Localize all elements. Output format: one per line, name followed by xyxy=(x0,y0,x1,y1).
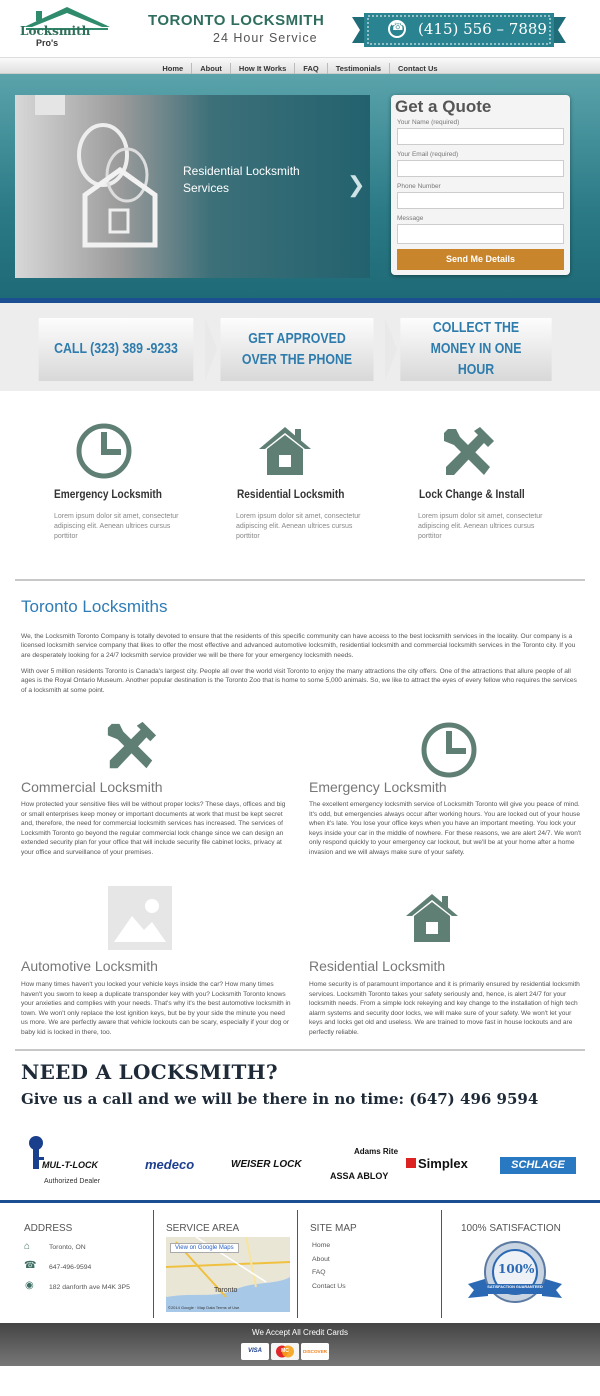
feature-text: Lorem ipsum dolor sit amet, consectetur adipiscing elit. Aenean ultrices cursus porttitor xyxy=(418,513,543,540)
sitemap-contact-link[interactable]: Contact Us xyxy=(312,1283,346,1290)
footer-col-divider xyxy=(153,1210,154,1318)
mastercard-label: MC xyxy=(281,1348,289,1354)
divider xyxy=(15,1049,585,1051)
sitemap-faq-link[interactable]: FAQ xyxy=(312,1269,326,1276)
site-subtitle: 24 Hour Service xyxy=(213,31,318,45)
view-google-maps-link[interactable]: View on Google Maps xyxy=(170,1243,239,1253)
logo-line1: Locksmith xyxy=(20,24,91,38)
feature-title: Residential Locksmith xyxy=(237,489,345,501)
step-call xyxy=(39,318,194,381)
discover-card-icon: DISCOVER xyxy=(301,1343,329,1360)
feature-text: Lorem ipsum dolor sit amet, consectetur adipiscing elit. Aenean ultrices cursus porttitor xyxy=(236,513,361,540)
send-details-button[interactable]: Send Me Details xyxy=(397,249,564,270)
step-approved-text: GET APPROVED OVER THE PHONE xyxy=(241,330,353,368)
main-nav xyxy=(0,57,600,74)
nav-about[interactable]: About xyxy=(191,63,230,74)
image-placeholder-icon xyxy=(108,886,172,950)
slider-next-icon[interactable]: ❯ xyxy=(347,172,366,197)
brand-schlage: SCHLAGE xyxy=(500,1157,576,1174)
feature-title: Emergency Locksmith xyxy=(54,489,162,501)
credit-cards-text: We Accept All Credit Cards xyxy=(252,1328,348,1337)
phone-icon xyxy=(388,20,406,38)
sitemap-home-link[interactable]: Home xyxy=(312,1242,331,1249)
phone-icon: ☎ xyxy=(24,1260,37,1271)
footer-street: 182 danforth ave M4K 3P5 xyxy=(49,1284,130,1291)
email-input[interactable] xyxy=(397,160,564,177)
slider-caption: Residential Locksmith Services xyxy=(183,164,300,195)
brand-mul-t-lock-sub: Authorized Dealer xyxy=(44,1178,101,1185)
step-collect xyxy=(400,318,551,381)
brand-simplex: Simplex xyxy=(418,1156,468,1171)
cta-subtitle: Give us a call and we will be there in no time: (647) 496 9594 xyxy=(21,1090,539,1108)
footer-city: Toronto, ON xyxy=(49,1244,86,1251)
tools-icon xyxy=(104,720,158,774)
message-label: Message xyxy=(397,215,424,222)
quote-form xyxy=(391,95,570,275)
footer-service-head: SERVICE AREA xyxy=(166,1223,240,1234)
divider xyxy=(15,579,585,581)
about-paragraph: We, the Locksmith Toronto Company is totally devoted to ensure that the residents of this specific community can have access to the best locksmith services in the locality. Our company is a licensed locksmith service company that likes to offer the most effective and advanced automotive locksmith, residential locksmith and commercial locksmith services in the Toronto city. If you are desperately looking for a 24/7 locksmith service provider we will be there for your emergency locksmith needs. xyxy=(21,633,576,659)
simplex-logo-icon xyxy=(406,1158,416,1168)
sitemap-about-link[interactable]: About xyxy=(312,1256,330,1263)
nav-testimonials[interactable]: Testimonials xyxy=(327,63,389,74)
phone-input[interactable] xyxy=(397,192,564,209)
service-title: Commercial Locksmith xyxy=(21,779,163,795)
map-credit: ©2014 Google · Map Data Terms of Use xyxy=(168,1305,240,1310)
clock-icon xyxy=(76,423,132,479)
step-arrow-icon xyxy=(205,318,217,381)
footer-satisfaction-head: 100% SATISFACTION xyxy=(461,1223,561,1234)
nav-contact[interactable]: Contact Us xyxy=(389,63,446,74)
nav-how-it-works[interactable]: How It Works xyxy=(230,63,294,74)
footer-col-divider xyxy=(297,1210,298,1318)
tools-icon xyxy=(440,425,496,481)
step-approved xyxy=(221,318,374,381)
service-text: Home security is of paramount importance and it is primarily ensured by residential locksmith services. Locksmith Toronto takes your safety seriously and, hence, is alert 24/7 for your locksmith needs. From a simple lock rekeying and key change to the installation of high tech alarm systems and security door locks, we will make sure of your safety. We won't let your keys and locks get old and useless. We are trained to move fast in house lockouts and are perfectly reliable. xyxy=(309,981,580,1036)
footer-phone[interactable]: 647-496-9594 xyxy=(49,1264,92,1271)
header xyxy=(0,0,600,57)
map-city-label: Toronto xyxy=(214,1287,238,1294)
service-text: The excellent emergency locksmith service of Locksmith Toronto will give you peace of mind. It's odd, but emergencies always occur after working hours. You are locked out of your house when it's late. You lose your office keys when you have an important meeting. You lock your keys inside your car in the middle of nowhere. For these reasons, we are alert 24/7. We won't only respond quickly to your emergency car lockout, but we'll be at your home after a home invasion and we will always make sure of your safety. xyxy=(309,801,581,856)
footer-address-head: ADDRESS xyxy=(24,1223,73,1234)
badge-number: 100% xyxy=(498,1262,535,1276)
service-text: How protected your sensitive files will be without proper locks? These days, offices and big or small enterprises keep money or important documents at work that must be kept secret and, therefore, the need for commercial locksmith services has increased. The services of Locksmith Toronto go beyond the regular commercial lock change since we can design an extended security plan for your office that will include security file cabinet locks, privacy at your office and surveillance of your premises. xyxy=(21,801,286,856)
home-icon: ⌂ xyxy=(24,1241,31,1252)
service-title: Automotive Locksmith xyxy=(21,958,158,974)
email-label: Your Email (required) xyxy=(397,151,459,158)
service-title: Emergency Locksmith xyxy=(309,779,447,795)
location-pin-icon: ◉ xyxy=(25,1280,34,1291)
step-arrow-icon xyxy=(385,318,397,381)
header-phone[interactable]: (415) 556 – 7889 xyxy=(418,20,547,38)
name-label: Your Name (required) xyxy=(397,119,460,126)
brand-adams-rite: Adams Rite xyxy=(354,1147,399,1156)
about-paragraph: With over 5 million residents Toronto is Canada's largest city. People all over the world visit Toronto to enjoy the many attractions the city offers. One of the attractions that allure people of all ages is the Royal Ontario Museum. Another popular destination is the Toronto Zoo that is home to some 5,000 animals. So, we like to attract the eyes of every fellow who requires the services of a locksmith at some point. xyxy=(21,668,577,694)
service-text: How many times haven't you locked your vehicle keys inside the car? How many times haven't you sworn to keep a duplicate transponder key with you? Locksmith Toronto knows your anxieties and complies with your needs. That's why it's the best automotive locksmith in town. We won't only replace the lost ignition keys, but be by your side the minute you need us more. We are perfectly aware that vehicle lockouts can be scary, especially if your dog or baby kid is locked in there, too. xyxy=(21,981,291,1036)
house-icon xyxy=(257,425,313,477)
site-title: TORONTO LOCKSMITH xyxy=(148,12,325,29)
badge-text: SATISFACTION GUARANTEED xyxy=(487,1285,543,1289)
visa-card-icon: VISA xyxy=(241,1343,269,1360)
feature-text: Lorem ipsum dolor sit amet, consectetur adipiscing elit. Aenean ultrices cursus porttitor xyxy=(54,513,179,540)
brand-assa-abloy: ASSA ABLOY xyxy=(330,1171,389,1181)
step-call-text[interactable]: CALL (323) 389 -9233 xyxy=(54,341,178,357)
footer-col-divider xyxy=(441,1210,442,1318)
mastercard-icon xyxy=(271,1343,299,1360)
service-title: Residential Locksmith xyxy=(309,958,446,974)
phone-label: Phone Number xyxy=(397,183,441,190)
house-icon xyxy=(404,892,460,944)
cta-title: NEED A LOCKSMITH? xyxy=(21,1060,278,1084)
message-textarea[interactable] xyxy=(397,224,564,244)
nav-home[interactable]: Home xyxy=(162,64,184,73)
nav-faq[interactable]: FAQ xyxy=(294,63,326,74)
logo-line2: Pro's xyxy=(36,38,59,48)
feature-title: Lock Change & Install xyxy=(419,489,525,501)
brand-mul-t-lock: MUL-T-LOCK xyxy=(42,1160,98,1170)
quote-title: Get a Quote xyxy=(395,97,492,116)
brand-weiser: WEISER LOCK xyxy=(231,1159,302,1170)
step-collect-text: COLLECT THE MONEY IN ONE HOUR xyxy=(430,320,522,378)
brand-medeco: medeco xyxy=(145,1157,195,1172)
clock-icon xyxy=(421,722,477,778)
name-input[interactable] xyxy=(397,128,564,145)
footer-sitemap-head: SITE MAP xyxy=(310,1223,357,1234)
about-title: Toronto Locksmiths xyxy=(21,597,168,616)
